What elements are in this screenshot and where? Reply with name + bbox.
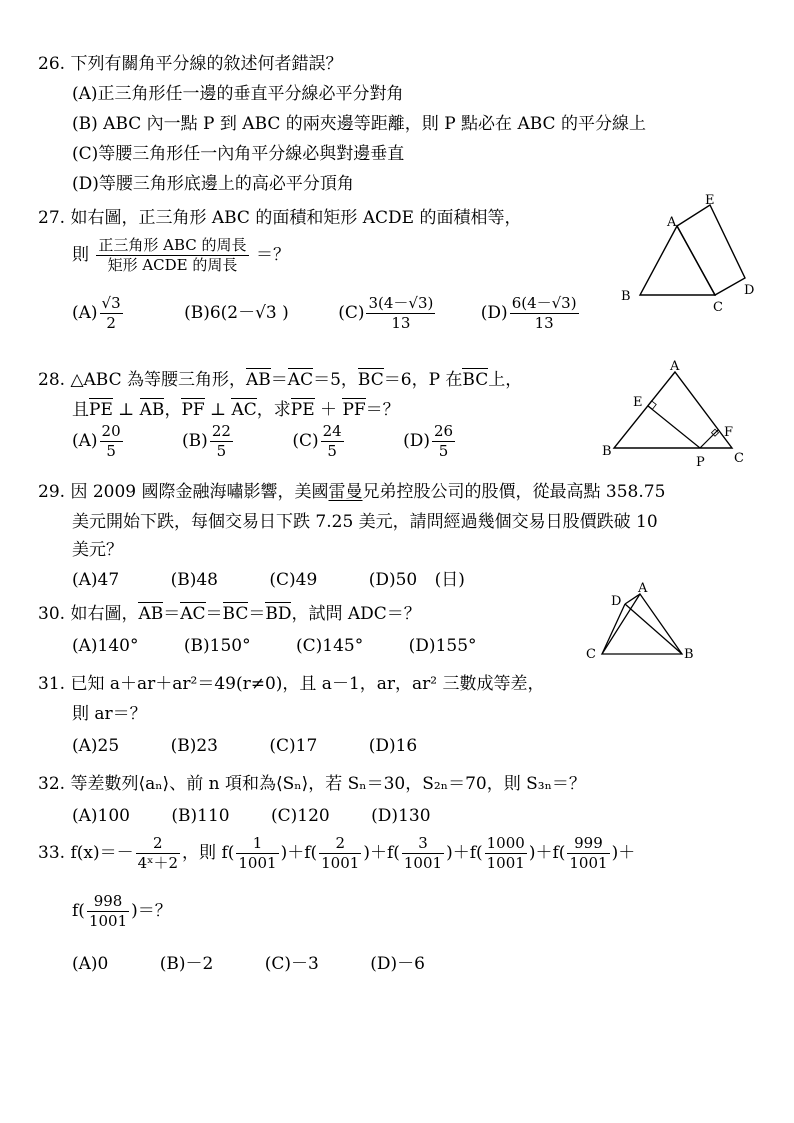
q28-option-b: (B) $\frac{22}{5}$ [182,422,231,460]
q33-option-a: (A)0 [72,954,109,974]
q27-figure [615,190,775,320]
q28-option-c: (C) $\frac{24}{5}$ [292,422,342,460]
q27-label-e: E [705,193,715,208]
q33-option-c: (C)－3 [264,954,319,974]
q30-option-c: (C)145° [296,636,364,656]
q33-stem-line2: f( $\frac{998}{1001}$ )＝？ [72,892,172,930]
q28-label-e: E [633,395,643,410]
q28-stem-line2: 且PE ⊥ AB，PF ⊥ AC，求PE ＋ PF＝？ [72,400,400,420]
q28-options [72,424,457,459]
q31-options [72,738,417,755]
q31-option-c: (C)17 [269,736,318,756]
q27-option-b: (B)6(2－√3 ) [184,303,289,323]
q33-stem: 33. f(x)＝－ $\frac{2}{\text{4ˣ＋2}}$ ，則 f( $\frac{1}{1001}$ )＋f( $\frac{2}{1001}$ )＋f( $\frac{3}{1001}$ )＋f( $\frac{1000}{1001}$ )＋f( $\frac{999}{1001}$ )＋ [38,834,636,872]
q32-option-b: (B)110 [171,806,230,826]
q32-options [72,808,431,825]
q27-stem: 27. 如右圖，正三角形 ABC 的面積和矩形 ACDE 的面積相等， [38,208,522,228]
q30-label-d: D [611,594,622,609]
q26-option-d: (D)等腰三角形底邊上的高必平分頂角 [72,174,354,194]
q33-option-d: (D)－6 [370,954,425,974]
q31-stem-line2: 則 ar＝？ [72,704,147,724]
q30-stem: 30. 如右圖，AB＝AC＝BC＝BD，試問 ADC＝？ [38,604,421,624]
q30-label-c: C [586,647,596,662]
q29-stem-line2: 美元開始下跌，每個交易日下跌 7.25 美元，請問經過幾個交易日股價跌破 10 [72,512,658,532]
q29-option-d: (D)50 [368,570,418,590]
q28-stem: 28. △ABC 為等腰三角形，AB＝AC＝5，BC＝6，P 在BC上， [38,370,523,390]
q31-option-b: (B)23 [170,736,218,756]
q31-stem: 31. 已知 a＋ar＋ar²＝49(r≠0)，且 a－1，ar，ar² 三數成等差， [38,674,545,694]
q29-stem: 29. 因 2009 國際金融海嘯影響，美國雷曼兄弟控股公司的股價，從最高點 358.75 [38,482,666,502]
q29-option-a: (A)47 [72,570,120,590]
q29-option-c: (C)49 [269,570,318,590]
q30-option-d: (D)155° [408,636,477,656]
q27-label-c: C [713,300,723,315]
q28-label-c: C [734,451,744,466]
q29-stem-line3: 美元？ [72,540,123,560]
q31-option-a: (A)25 [72,736,120,756]
q27-ratio: 則 $\frac{\text{正三角形 ABC 的周長}}{\text{矩形 ACDE 的周長}}$ ＝？ [72,236,290,274]
q29-options [72,572,465,589]
q32-option-a: (A)100 [72,806,130,826]
q27-label-b: B [621,289,631,304]
q29-note: (日) [434,570,465,590]
q27-options [72,296,581,331]
q26-option-a: (A)正三角形任一邊的垂直平分線必平分對角 [72,84,404,104]
q30-option-b: (B)150° [183,636,251,656]
q33-option-b: (B)－2 [159,954,214,974]
q27-option-a: (A) $\frac{√3}{2}$ [72,294,121,332]
q27-label-a: A [667,215,677,230]
q28-option-d: (D) $\frac{26}{5}$ [403,422,454,460]
q28-label-p: P [696,455,705,470]
q28-figure [600,358,760,468]
q26-option-b: (B) ABC 內一點 P 到 ABC 的兩夾邊等距離，則 P 點必在 ABC 的平分線上 [72,114,646,134]
q27-option-c: (C) $\frac{3(4-√3)}{13}$ [338,294,434,332]
q33-options [72,956,425,973]
q28-option-a: (A) $\frac{20}{5}$ [72,422,121,460]
q30-option-a: (A)140° [72,636,139,656]
q26-stem: 26. 下列有關角平分線的敘述何者錯誤？ [38,54,343,74]
q28-label-f: F [724,425,734,440]
q32-stem: 32. 等差數列⟨aₙ⟩、前 n 項和為⟨Sₙ⟩，若 Sₙ＝30，S₂ₙ＝70，則 S₃ₙ＝？ [38,774,586,794]
q32-option-c: (C)120 [271,806,330,826]
q28-label-a: A [670,359,680,374]
q29-option-b: (B)48 [170,570,218,590]
q30-label-a: A [638,581,648,596]
q30-figure [582,578,712,663]
q27-option-d: (D) $\frac{6(4-√3)}{13}$ [480,294,577,332]
q28-label-b: B [602,444,612,459]
q30-label-b: B [684,647,694,662]
q32-option-d: (D)130 [371,806,431,826]
q31-option-d: (D)16 [368,736,418,756]
q27-label-d: D [744,283,755,298]
q26-option-c: (C)等腰三角形任一內角平分線必與對邊垂直 [72,144,405,164]
q30-options [72,638,477,655]
